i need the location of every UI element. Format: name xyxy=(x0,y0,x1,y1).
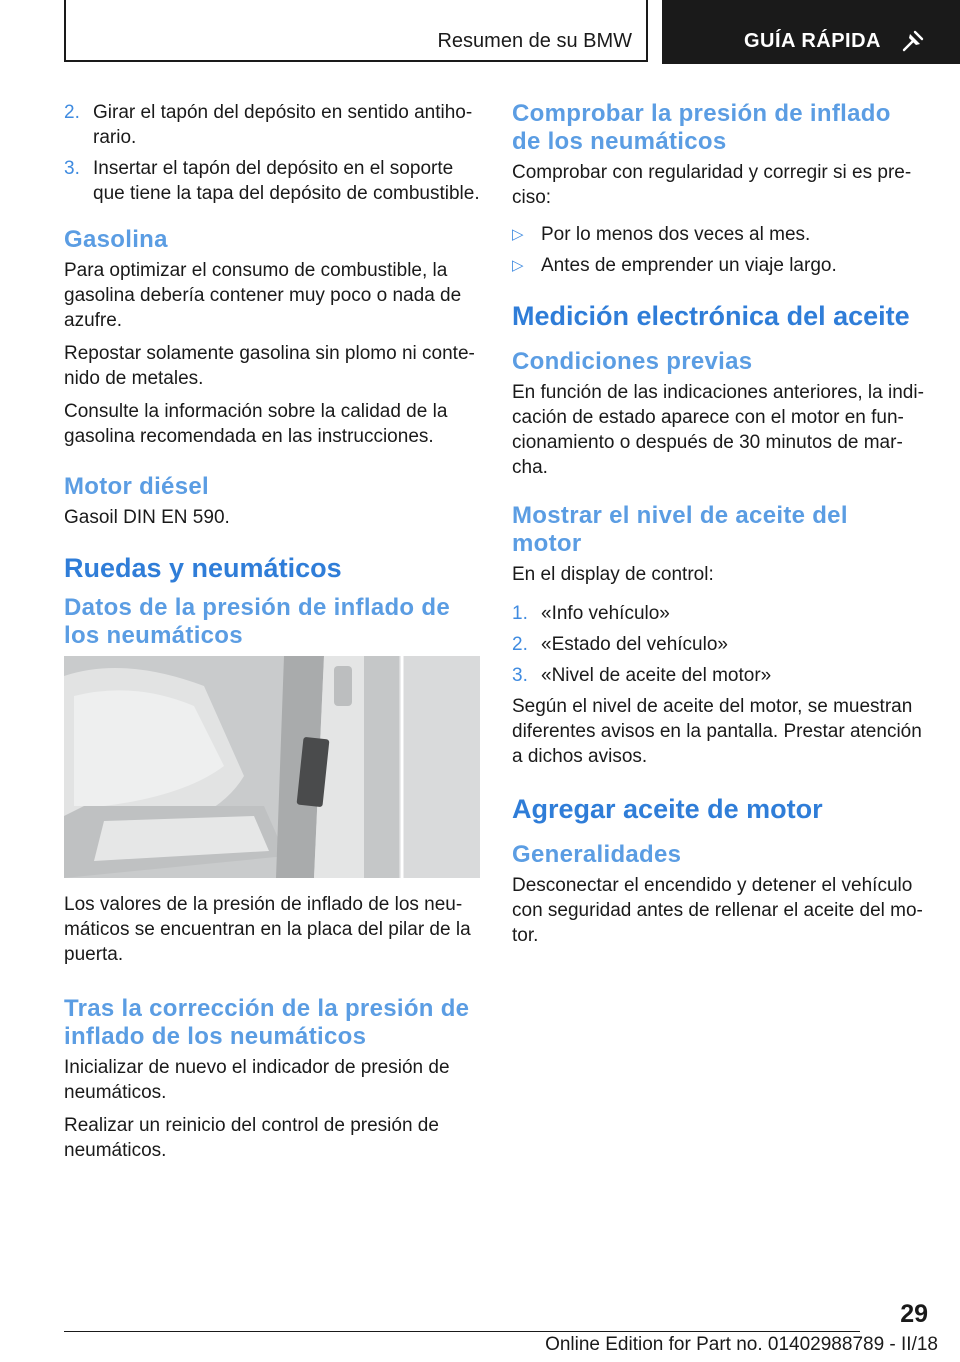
step-number: 3. xyxy=(512,665,528,686)
heading-condiciones: Condiciones previas xyxy=(512,348,753,375)
left-column xyxy=(64,100,480,1171)
quick-guide-tab[interactable] xyxy=(662,0,960,64)
list-item xyxy=(512,663,924,688)
list-item xyxy=(64,156,480,206)
list-item xyxy=(64,100,480,150)
paragraph: Repostar solamente gasolina sin plomo ni contenido de metales. xyxy=(64,343,475,389)
paragraph: Los valores de la presión de inflado de los neumáticos se encuentran en la placa del pilar de la puerta. xyxy=(64,894,471,965)
footer-edition: Online Edition for Part no. 01402988789 - II/18 xyxy=(545,1334,938,1355)
hand-pointer-icon xyxy=(900,28,926,54)
list-item xyxy=(512,222,924,247)
list-item xyxy=(512,253,924,278)
bullet-text: Antes de emprender un viaje largo. xyxy=(541,255,837,276)
list-item xyxy=(512,632,924,657)
bullet-triangle-icon: ▷ xyxy=(512,226,524,243)
heading-datos-presion: Datos de la presión de inflado de los neumáticos xyxy=(64,594,450,649)
heading-generalidades: Generalidades xyxy=(512,841,682,868)
step-number: 2. xyxy=(512,634,528,655)
right-column xyxy=(512,100,924,956)
quick-guide-tab-label: GUÍA RÁPIDA xyxy=(744,30,881,52)
heading-medicion-aceite: Medición electrónica del aceite xyxy=(512,301,910,331)
heading-motor-diesel: Motor diésel xyxy=(64,473,209,500)
footer-divider xyxy=(64,1331,860,1332)
heading-agregar-aceite: Agregar aceite de motor xyxy=(512,794,823,824)
bullet-text: Por lo menos dos veces al mes. xyxy=(541,224,811,245)
paragraph: Desconectar el encendido y detener el vehículo con seguridad antes de rellenar el aceite del motor. xyxy=(512,875,923,946)
page-number: 29 xyxy=(900,1300,928,1328)
header-title-box xyxy=(64,0,648,62)
paragraph: Para optimizar el consumo de combustible, la gasolina debería contener muy poco o nada de azufre. xyxy=(64,260,462,331)
step-number: 1. xyxy=(512,603,528,624)
step-number: 2. xyxy=(64,102,80,123)
list-item xyxy=(512,601,924,626)
step-text: «Estado del vehículo» xyxy=(541,634,728,655)
step-text: «Info vehículo» xyxy=(541,603,670,624)
step-text: Insertar el tapón del depósito en el soporte que tiene la tapa del depósito de combustible. xyxy=(93,158,480,204)
step-text: Girar el tapón del depósito en sentido antihorario. xyxy=(93,102,473,148)
heading-gasolina: Gasolina xyxy=(64,226,168,253)
step-text: «Nivel de aceite del motor» xyxy=(541,665,772,686)
heading-tras-correccion: Tras la corrección de la presión de inflado de los neumáticos xyxy=(64,995,470,1050)
step-number: 3. xyxy=(64,158,80,179)
paragraph: Según el nivel de aceite del motor, se muestran diferentes avisos en la pantalla. Prestar atención a dichos avisos. xyxy=(512,696,922,767)
door-pillar-photo xyxy=(64,656,480,878)
section-title: Resumen de su BMW xyxy=(437,30,632,52)
paragraph: Consulte la información sobre la calidad de la gasolina recomendada en las instrucciones. xyxy=(64,401,448,447)
paragraph: En función de las indicaciones anteriores, la indicación de estado aparece con el motor en funcionamiento o después de 30 minutos de marcha. xyxy=(512,382,924,478)
bullet-triangle-icon: ▷ xyxy=(512,257,524,274)
heading-ruedas: Ruedas y neumáticos xyxy=(64,553,342,583)
heading-comprobar-presion: Comprobar la presión de inflado de los neumáticos xyxy=(512,100,891,155)
heading-mostrar-nivel: Mostrar el nivel de aceite del motor xyxy=(512,502,848,557)
paragraph: En el display de control: xyxy=(512,564,714,585)
paragraph: Gasoil DIN EN 590. xyxy=(64,507,230,528)
paragraph: Inicializar de nuevo el indicador de presión de neumáticos. xyxy=(64,1057,450,1103)
paragraph: Realizar un reinicio del control de presión de neumáticos. xyxy=(64,1115,439,1161)
paragraph: Comprobar con regularidad y corregir si es preciso: xyxy=(512,162,912,208)
